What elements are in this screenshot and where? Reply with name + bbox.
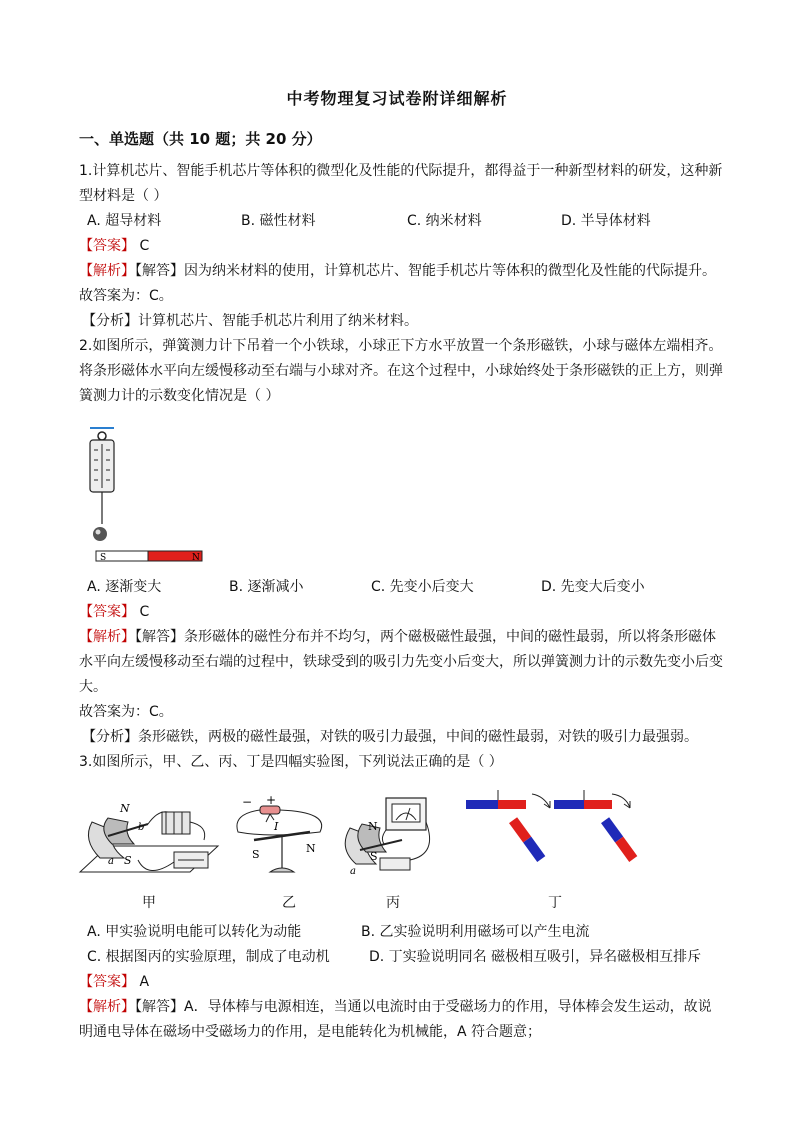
answer-value: C [139, 238, 150, 254]
q3-option-a: A. 甲实验说明电能可以转化为动能 [87, 924, 302, 940]
q1-answer [79, 234, 719, 258]
figure-jia [78, 800, 224, 890]
q3-option-d: D. 丁实验说明同名 磁极相互吸引，异名磁极相互排斥 [369, 949, 702, 965]
solution-label: 【解答】 [135, 263, 184, 279]
section-heading: 一、单选题（共 10 题；共 20 分） [79, 130, 322, 148]
yi-label-plus: + [266, 793, 277, 807]
q1-stem-line2: 型材料是（ ） [79, 188, 168, 204]
q3-analysis-line2: 明通电导体在磁场中受磁场力的作用，是电能转化为机械能，A 符合题意； [79, 1024, 542, 1040]
solution-text: 因为纳米材料的使用，计算机芯片、智能手机芯片等体积的微型化及性能的代际提升。 [184, 263, 716, 279]
fig-label-jia: 甲 [142, 895, 156, 911]
magnet-s-label: S [100, 553, 107, 563]
q2-stem-line1: 2.如图所示，弹簧测力计下吊着一个小铁球，小球正下方水平放置一个条形磁铁，小球与磁体左端相齐。 [79, 338, 723, 354]
bing-label-a: a [350, 866, 356, 877]
fenxi-text: 条形磁铁，两极的磁性最强，对铁的吸引力最强，中间的磁性最弱，对铁的吸引力最强弱。 [138, 729, 698, 745]
fig-label-bing: 丙 [386, 895, 400, 911]
solution-label: 【解答】 [135, 999, 184, 1015]
jia-label-b: b [138, 822, 145, 833]
answer-label: 【答案】 [79, 974, 135, 990]
q2-option-b: B. 逐渐减小 [229, 579, 304, 595]
solution-label: 【解答】 [135, 629, 184, 645]
q2-fenxi [82, 725, 722, 749]
figure-bing [340, 794, 440, 890]
q2-stem-line2: 将条形磁体水平向左缓慢移动至右端与小球对齐。在这个过程中，小球始终处于条形磁铁的正上方，则弹 [79, 363, 723, 379]
q2-option-c: C. 先变小后变大 [371, 579, 474, 595]
jia-label-n: N [120, 802, 130, 815]
q1-option-c: C. 纳米材料 [407, 213, 482, 229]
q2-conclusion: 故答案为：C。 [79, 704, 173, 720]
q1-stem-line1: 1.计算机芯片、智能手机芯片等体积的微型化及性能的代际提升，都得益于一种新型材料的研发，这种新 [79, 163, 723, 179]
bing-label-n: N [368, 820, 378, 833]
solution-text: 条形磁体的磁性分布并不均匀，两个磁极磁性最强，中间的磁性最弱，所以将条形磁体 [184, 629, 716, 645]
fig-label-yi: 乙 [282, 895, 296, 911]
q3-option-c: C. 根据图丙的实验原理，制成了电动机 [87, 949, 330, 965]
yi-label-n: N [306, 842, 316, 855]
answer-value: A [139, 974, 150, 990]
answer-label: 【答案】 [79, 238, 135, 254]
fig-label-ding: 丁 [548, 895, 562, 911]
q2-option-d: D. 先变大后变小 [541, 579, 645, 595]
yi-label-minus: − [242, 795, 253, 809]
analysis-label: 【解析】 [79, 629, 135, 645]
spring-scale-figure [84, 420, 214, 570]
q2-analysis-line3: 大。 [79, 679, 107, 695]
q2-option-a: A. 逐渐变大 [87, 579, 162, 595]
q1-analysis [79, 259, 719, 283]
bing-label-s: S [370, 850, 378, 863]
figure-yi [230, 792, 334, 890]
magnet-n-label: N [192, 553, 200, 563]
q1-option-b: B. 磁性材料 [241, 213, 316, 229]
jia-label-s: S [124, 854, 132, 867]
solution-text: A．导体棒与电源相连，当通以电流时由于受磁场力的作用，导体棒会发生运动，故说 [184, 999, 712, 1015]
answer-value: C [139, 604, 150, 620]
q1-option-a: A. 超导材料 [87, 213, 162, 229]
q1-option-d: D. 半导体材料 [561, 213, 651, 229]
q1-conclusion: 故答案为：C。 [79, 288, 173, 304]
q3-analysis-line1 [79, 995, 719, 1019]
jia-label-a: a [108, 856, 114, 867]
yi-label-s: S [252, 848, 260, 861]
analysis-label: 【解析】 [79, 999, 135, 1015]
figure-ding [462, 788, 648, 880]
q3-answer [79, 970, 719, 994]
q2-analysis-line1 [79, 625, 719, 649]
page-title: 中考物理复习试卷附详细解析 [286, 89, 508, 108]
answer-label: 【答案】 [79, 604, 135, 620]
q2-analysis-line2: 水平向左缓慢移动至右端的过程中，铁球受到的吸引力先变小后变大，所以弹簧测力计的示数先变小后变 [79, 654, 723, 670]
q3-option-b: B. 乙实验说明利用磁场可以产生电流 [361, 924, 590, 940]
q3-stem: 3.如图所示，甲、乙、丙、丁是四幅实验图，下列说法正确的是（ ） [79, 754, 503, 770]
fenxi-label: 【分析】 [82, 313, 138, 329]
analysis-label: 【解析】 [79, 263, 135, 279]
fenxi-text: 计算机芯片、智能手机芯片利用了纳米材料。 [138, 313, 418, 329]
yi-label-i: I [274, 820, 279, 833]
q2-stem-line3: 簧测力计的示数变化情况是（ ） [79, 388, 280, 404]
q1-fenxi [82, 309, 722, 333]
fenxi-label: 【分析】 [82, 729, 138, 745]
q2-answer [79, 600, 719, 624]
